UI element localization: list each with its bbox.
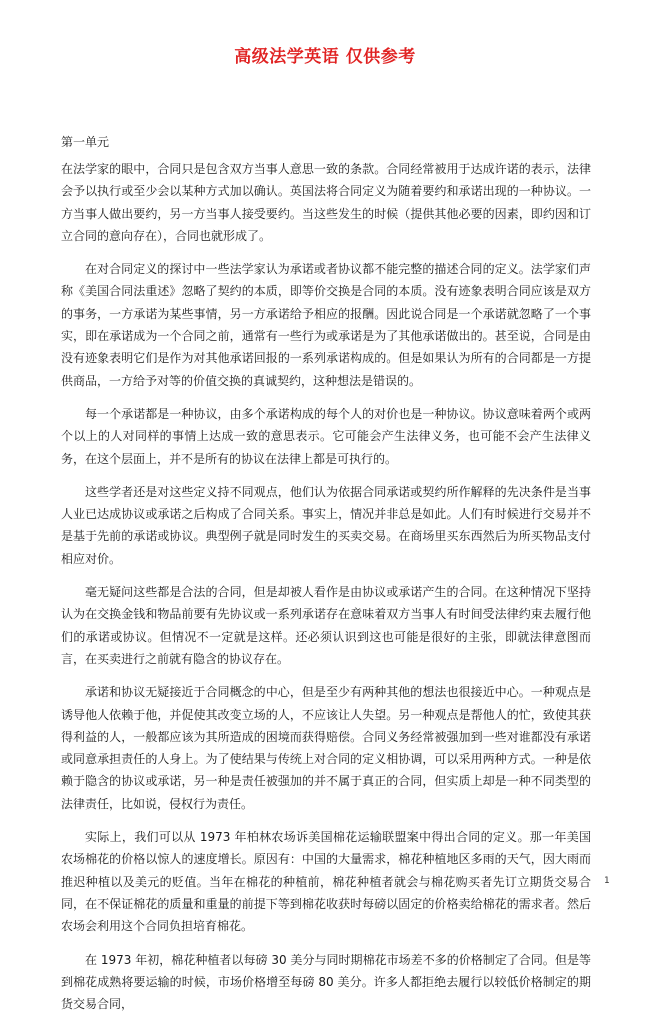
paragraph-5: 毫无疑问这些都是合法的合同，但是却被人看作是由协议或承诺产生的合同。在这种情况下坚持认为在交换金钱和物品前要有先协议或一系列承诺存在意味着双方当事人有时间受法律约束去履行他们的承诺或协议。但情况不一定就是这样。还必须认识到这也可能是很好的主张，即就法律意图而言，在买卖进行之前就有隐含的协议存在。 (61, 585, 591, 666)
paragraph-2: 在对合同定义的探讨中一些法学家认为承诺或者协议都不能完整的描述合同的定义。法学家们声称《美国合同法重述》忽略了契约的本质，即等价交换是合同的本质。没有迹象表明合同应该是双方的事务，一方承诺为某些事情，另一方承诺给予相应的报酬。因此说合同是一个承诺就忽略了一个事实，即在承诺成为一个合同之前，通常有一些行为或承诺是为了其他承诺做出的。甚至说，合同是由没有迹象表明它们是作为对其他承诺回报的一系列承诺构成的。但是如果认为所有的合同都是一方提供商品，一方给予对等的价值交换的真诚契约，这种想法是错误的。 (61, 262, 591, 388)
section-heading: 第一单元 (61, 135, 110, 149)
page-number: 1 (604, 876, 610, 886)
paragraph-3: 每一个承诺都是一种协议，由多个承诺构成的每个人的对价也是一种协议。协议意味着两个或两个以上的人对同样的事情上达成一致的意思表示。它可能会产生法律义务，也可能不会产生法律义务，在这个层面上，并不是所有的协议在法律上都是可执行的。 (61, 406, 591, 466)
paragraph-7: 实际上，我们可以从 1973 年柏林农场诉美国棉花运输联盟案中得出合同的定义。那一年美国农场棉花的价格以惊人的速度增长。原因有：中国的大量需求，棉花种植地区多雨的天气，因大雨而推迟种植以及美元的贬值。当年在棉花的种植前，棉花种植者就会与棉花购买者先订立期货交易合同，在不保证棉花的质量和重量的前提下等到棉花收获时每磅以固定的价格卖给棉花的需求者。然后农场会利用这个合同负担培育棉花。 (61, 830, 591, 934)
paragraph-1: 在法学家的眼中，合同只是包含双方当事人意思一致的条款。合同经常被用于达成许诺的表示，法律会予以执行或至少会以某种方式加以确认。英国法将合同定义为随着要约和承诺出现的一种协议。一方当事人做出要约，另一方当事人接受要约。当这些发生的时候（提供其他必要的因素，即约因和订立合同的意向存在），合同也就形成了。 (61, 162, 591, 243)
paragraph-6: 承诺和协议无疑接近于合同概念的中心，但是至少有两种其他的想法也很接近中心。一种观点是诱导他人依赖于他，并促使其改变立场的人，不应该让人失望。另一种观点是帮他人的忙，致使其获得利益的人，一般都应该为其所造成的困境而获得赔偿。合同义务经常被强加到一些对谁都没有承诺或同意承担责任的人身上。为了使结果与传统上对合同的定义相协调，可以采用两种方式。一种是依赖于隐含的协议或承诺，另一种是责任被强加的并不属于真正的合同，但实质上却是一种不同类型的法律责任，比如说，侵权行为责任。 (61, 685, 591, 811)
paragraph-4: 这些学者还是对这些定义持不同观点，他们认为依据合同承诺或契约所作解释的先决条件是当事人业已达成协议或承诺之后构成了合同关系。事实上，情况并非总是如此。人们有时候进行交易并不是基于先前的承诺或协议。典型例子就是同时发生的买卖交易。在商场里买东西然后为所买物品支付相应对价。 (61, 484, 591, 566)
document-title: 高级法学英语 仅供参考 (234, 47, 416, 67)
paragraph-8: 在 1973 年初，棉花种植者以每磅 30 美分与同时期棉花市场差不多的价格制定了合同。但是等到棉花成熟将要运输的时候，市场价格增至每磅 80 美分。许多人都拒绝去履行以较低价格制定的期货交易合同， (61, 952, 591, 1012)
document-body (61, 131, 591, 1026)
